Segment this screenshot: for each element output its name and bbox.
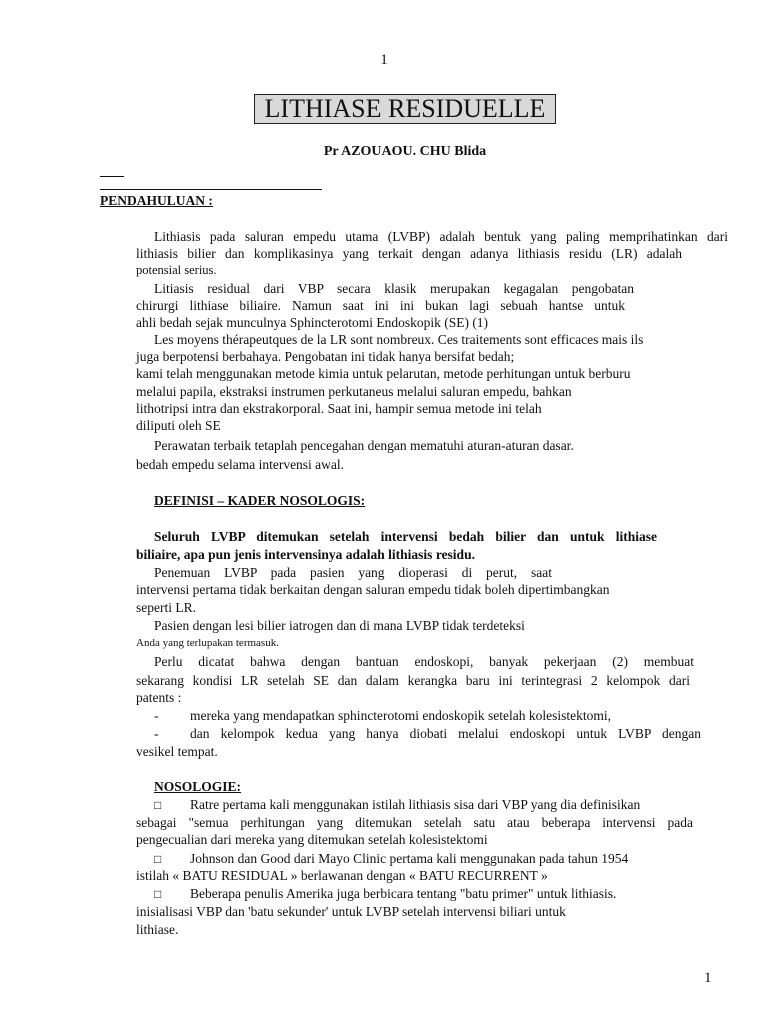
square-bullet-icon: □ (154, 887, 162, 901)
definition-line: seperti LR. (136, 600, 196, 615)
nosology-line: istilah « BATU RESIDUAL » berlawanan dengan « BATU RECURRENT » (136, 868, 548, 883)
intro-line: juga berpotensi berbahaya. Pengobatan ini tidak hanya bersifat bedah; (136, 349, 515, 364)
dash-bullet-icon: - (154, 726, 159, 741)
intro-line: lithiasis bilier dan komplikasinya yang terkait dengan adanya lithiasis residu (LR) adalah (136, 246, 682, 261)
nosology-line: Johnson dan Good dari Mayo Clinic pertama kali menggunakan pada tahun 1954 (190, 851, 629, 866)
page-number-bottom: 1 (704, 970, 712, 986)
intro-line: Perawatan terbaik tetaplah pencegahan dengan mematuhi aturan-aturan dasar. (154, 438, 574, 453)
intro-line: diliputi oleh SE (136, 418, 221, 433)
definition-line: Perlu dicatat bahwa dengan bantuan endoskopi, banyak pekerjaan (2) membuat (154, 654, 694, 669)
nosology-heading: NOSOLOGIE: (154, 779, 242, 794)
definition-line: patents : (136, 690, 182, 705)
definition-line: Pasien dengan lesi bilier iatrogen dan di mana LVBP tidak terdeteksi (154, 618, 525, 633)
definition-heading: DEFINISI – KADER NOSOLOGIS: (154, 493, 366, 508)
intro-line: potensial serius. (136, 263, 217, 277)
intro-line: melalui papila, ekstraksi instrumen perkutaneus melalui saluran empedu, bahkan (136, 384, 572, 399)
document-title: LITHIASE RESIDUELLE (254, 94, 556, 124)
short-rule-divider (100, 176, 124, 177)
author-line: Pr AZOUAOU. CHU Blida (323, 144, 487, 159)
definition-bold-line: Seluruh LVBP ditemukan setelah intervensi bedah bilier dan untuk lithiase (154, 529, 657, 544)
definition-bullet-item: dan kelompok kedua yang hanya diobati melalui endoskopi untuk LVBP dengan (190, 726, 701, 741)
long-rule-divider (100, 189, 322, 190)
nosology-line: lithiase. (136, 922, 179, 937)
definition-bold-line: biliaire, apa pun jenis intervensinya adalah lithiasis residu. (136, 547, 475, 562)
nosology-line: inisialisasi VBP dan 'batu sekunder' untuk LVBP setelah intervensi biliari untuk (136, 904, 566, 919)
intro-line: Lithiasis pada saluran empedu utama (LVBP) adalah bentuk yang paling memprihatinkan dari (154, 229, 728, 244)
definition-line: sekarang kondisi LR setelah SE dan dalam kerangka baru ini terintegrasi 2 kelompok dari (136, 673, 690, 688)
intro-line: ahli bedah sejak munculnya Sphincterotomi Endoskopik (SE) (1) (136, 315, 489, 330)
intro-heading: PENDAHULUAN : (100, 193, 213, 208)
square-bullet-icon: □ (154, 852, 162, 866)
nosology-line: pengecualian dari mereka yang ditemukan setelah kolesistektomi (136, 832, 488, 847)
page-number-top: 1 (380, 52, 388, 68)
nosology-line: sebagai "semua perhitungan yang ditemukan setelah satu atau beberapa intervensi pada (136, 815, 693, 830)
nosology-line: Ratre pertama kali menggunakan istilah lithiasis sisa dari VBP yang dia definisikan (190, 797, 641, 812)
intro-line: Litiasis residual dari VBP secara klasik merupakan kegagalan pengobatan (154, 281, 634, 296)
intro-line: chirurgi lithiase biliaire. Namun saat ini ini bukan lagi sebuah hantse untuk (136, 298, 625, 313)
nosology-line: Beberapa penulis Amerika juga berbicara tentang "batu primer" untuk lithiasis. (190, 886, 617, 901)
definition-line: intervensi pertama tidak berkaitan dengan saluran empedu tidak boleh dipertimbangkan (136, 582, 610, 597)
definition-note: Anda yang terlupakan termasuk. (136, 637, 279, 649)
definition-line: Penemuan LVBP pada pasien yang dioperasi di perut, saat (154, 565, 552, 580)
definition-line: vesikel tempat. (136, 744, 218, 759)
intro-line: lithotripsi intra dan ekstrakorporal. Saat ini, hampir semua metode ini telah (136, 401, 542, 416)
square-bullet-icon: □ (154, 798, 162, 812)
intro-line: bedah empedu selama intervensi awal. (136, 457, 345, 472)
dash-bullet-icon: - (154, 708, 159, 723)
definition-bullet-item: mereka yang mendapatkan sphincterotomi endoskopik setelah kolesistektomi, (190, 708, 612, 723)
intro-line: Les moyens thérapeutques de la LR sont nombreux. Ces traitements sont efficaces mais ils (154, 332, 644, 347)
intro-line: kami telah menggunakan metode kimia untuk pelarutan, metode perhitungan untuk berburu (136, 366, 631, 381)
